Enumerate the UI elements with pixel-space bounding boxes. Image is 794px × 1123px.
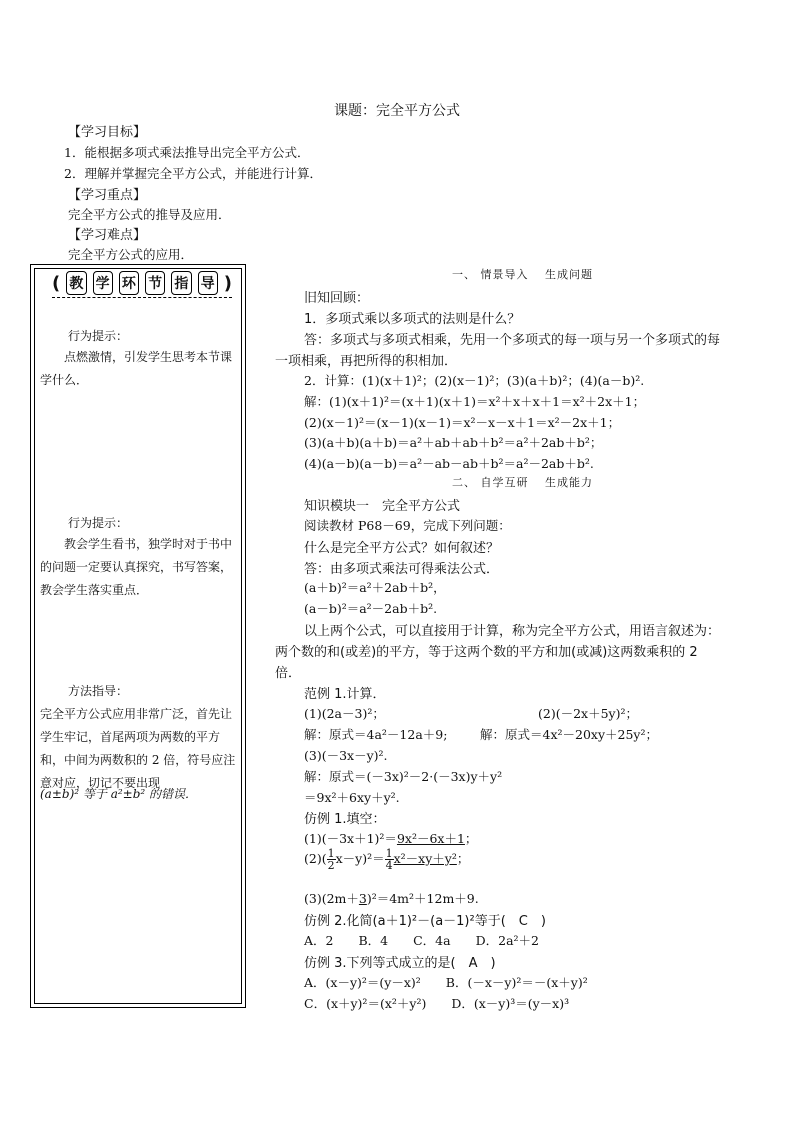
guide-bracket-left: ( [52,272,61,294]
question-formula: 什么是完全平方公式？如何叙述？ [304,541,500,556]
guide-divider [52,297,232,298]
section1-heading: 一、 情景导入 生成问题 [452,268,593,281]
guide-title-char: 指 [171,271,191,295]
guide-title-char: 学 [93,271,113,295]
question-1: 1．多项式乘以多项式的法则是什么？ [304,312,521,327]
solution-line: (4)(a－b)(a－b)＝a²－ab－ab＋b²＝a²－2ab＋b². [304,456,594,471]
fill-3-suffix: )²＝4m²＋12m＋9. [366,891,479,906]
fill-1-prefix: (1)(－3x＋1)²＝ [304,831,397,846]
module-title: 知识模块一 完全平方公式 [304,499,461,514]
key-point-heading: 【学习重点】 [68,188,147,203]
fill-title: 仿例 1.填空： [304,812,386,827]
key-point-text: 完全平方公式的推导及应用． [68,207,231,222]
guide-title-char: 教 [66,271,86,295]
fill-item-2 [304,848,469,871]
fill-2-suffix: ； [456,851,470,866]
fill-1-suffix: ； [464,831,478,846]
example-1-title: 范例 1.计算． [304,687,386,702]
example-1-part2: (2)(－2x＋5y)²； [538,706,638,721]
paragraph-line: 倍． [275,666,302,681]
example-1-part1: (1)(2a－3)²； [304,706,385,721]
objectives-heading: 【学习目标】 [68,125,147,140]
mc-2-options: A．2 B．4 C．4a D．2a²＋2 [304,933,539,948]
fill-3-prefix: (3)(2m＋ [304,891,359,906]
tip3-label: 方法指导： [68,684,129,698]
page-title: 课题：完全平方公式 [334,103,460,119]
paragraph-line: 以上两个公式，可以直接用于计算，称为完全平方公式，用语言叙述为： [304,624,721,639]
tip3-formula: (a±b)² 等于 a²±b² 的错误． [40,787,198,801]
formula-sum: (a＋b)²＝a²＋2ab＋b²， [304,580,446,595]
solution-line: 解：(1)(x＋1)²＝(x＋1)(x＋1)＝x²＋x＋x＋1＝x²＋2x＋1； [304,394,646,409]
formula-diff: (a－b)²＝a²－2ab＋b². [304,601,438,616]
solution-line: (2)(x－1)²＝(x－1)(x－1)＝x²－x－x＋1＝x²－2x＋1； [304,415,621,430]
guide-title [52,270,232,296]
guide-title-char: 导 [198,271,218,295]
tip1-label: 行为提示： [68,329,129,343]
guide-title-char: 环 [119,271,139,295]
fill-3-answer: 3 [358,891,367,906]
objective-item: 1．能根据多项式乘法推导出完全平方公式． [64,145,310,160]
section2-heading: 二、 自学互研 生成能力 [452,476,593,489]
answer-formula: 答：由多项式乘法可得乘法公式． [304,562,500,577]
example-1-part3: (3)(－3x－y)². [304,748,388,763]
mc-2-question: 仿例 2.化简(a＋1)²－(a－1)²等于( C ) [304,914,546,929]
question-2: 2．计算：(1)(x＋1)²；(2)(x－1)²；(3)(a＋b)²；(4)(a－b)². [304,373,645,388]
tip2-text: 教会学生看书，独学时对于书中的问题一定要认真探究，书写答案，教会学生落实重点． [40,537,233,597]
mc-3-question: 仿例 3.下列等式成立的是( A ) [304,956,496,971]
tip2-label: 行为提示： [68,516,129,530]
example-1-solution3a: 解：原式＝(－3x)²－2·(－3x)y＋y² [304,769,503,784]
tip3-text: 完全平方公式应用非常广泛，首先让学生牢记，首尾两项为两数的平方和，中间为两数积的 2 倍，符号应注意对应，切记不要出现 [40,707,236,790]
solution-line: (3)(a＋b)(a＋b)＝a²＋ab＋ab＋b²＝a²＋2ab＋b²； [304,435,603,450]
answer-1-line1: 答：多项式与多项式相乘，先用一个多项式的每一项与另一个多项式的每 [304,333,721,348]
mc-3-options-row2: C．(x＋y)²＝(x²＋y²) D．(x－y)³＝(y－x)³ [304,996,570,1011]
example-1-solution3b: ＝9x²＋6xy＋y². [304,790,400,805]
answer-1-line2: 一项相乘，再把所得的积相加． [275,354,458,369]
fill-item-3 [304,889,479,907]
fill-2-mid: x－y)²＝ [335,851,385,866]
fill-item-1 [304,829,477,847]
fill-1-answer: 9x²－6x＋1 [396,831,465,846]
fraction-half: $\frac{1}{2}$ [327,847,335,872]
paragraph-line: 两个数的和(或差)的平方，等于这两个数的平方和加(或减)这两数乘积的 2 [275,645,698,660]
difficulty-text: 完全平方公式的应用． [68,247,194,262]
guide-title-char: 节 [145,271,165,295]
difficulty-heading: 【学习难点】 [68,228,147,243]
tip1-text: 点燃激情，引发学生思考本节课学什么． [40,350,233,387]
guide-bracket-right: ) [223,272,232,294]
fill-2-prefix: (2)( [304,851,327,866]
mc-3-options-row1: A．(x－y)²＝(y－x)² B．(－x－y)²＝－(x＋y)² [304,975,588,990]
objective-item: 2．理解并掌握完全平方公式，并能进行计算． [64,166,322,181]
reading-instruction: 阅读教材 P68－69，完成下列问题： [304,518,511,533]
example-1-solution2: 解：原式＝4x²－20xy＋25y²； [480,727,659,742]
fill-2-answer: $\frac{1}{4}$ x²－xy＋y² [385,847,457,872]
review-label: 旧知回顾： [304,291,370,306]
example-1-solution1: 解：原式＝4a²－12a＋9; [304,727,448,742]
